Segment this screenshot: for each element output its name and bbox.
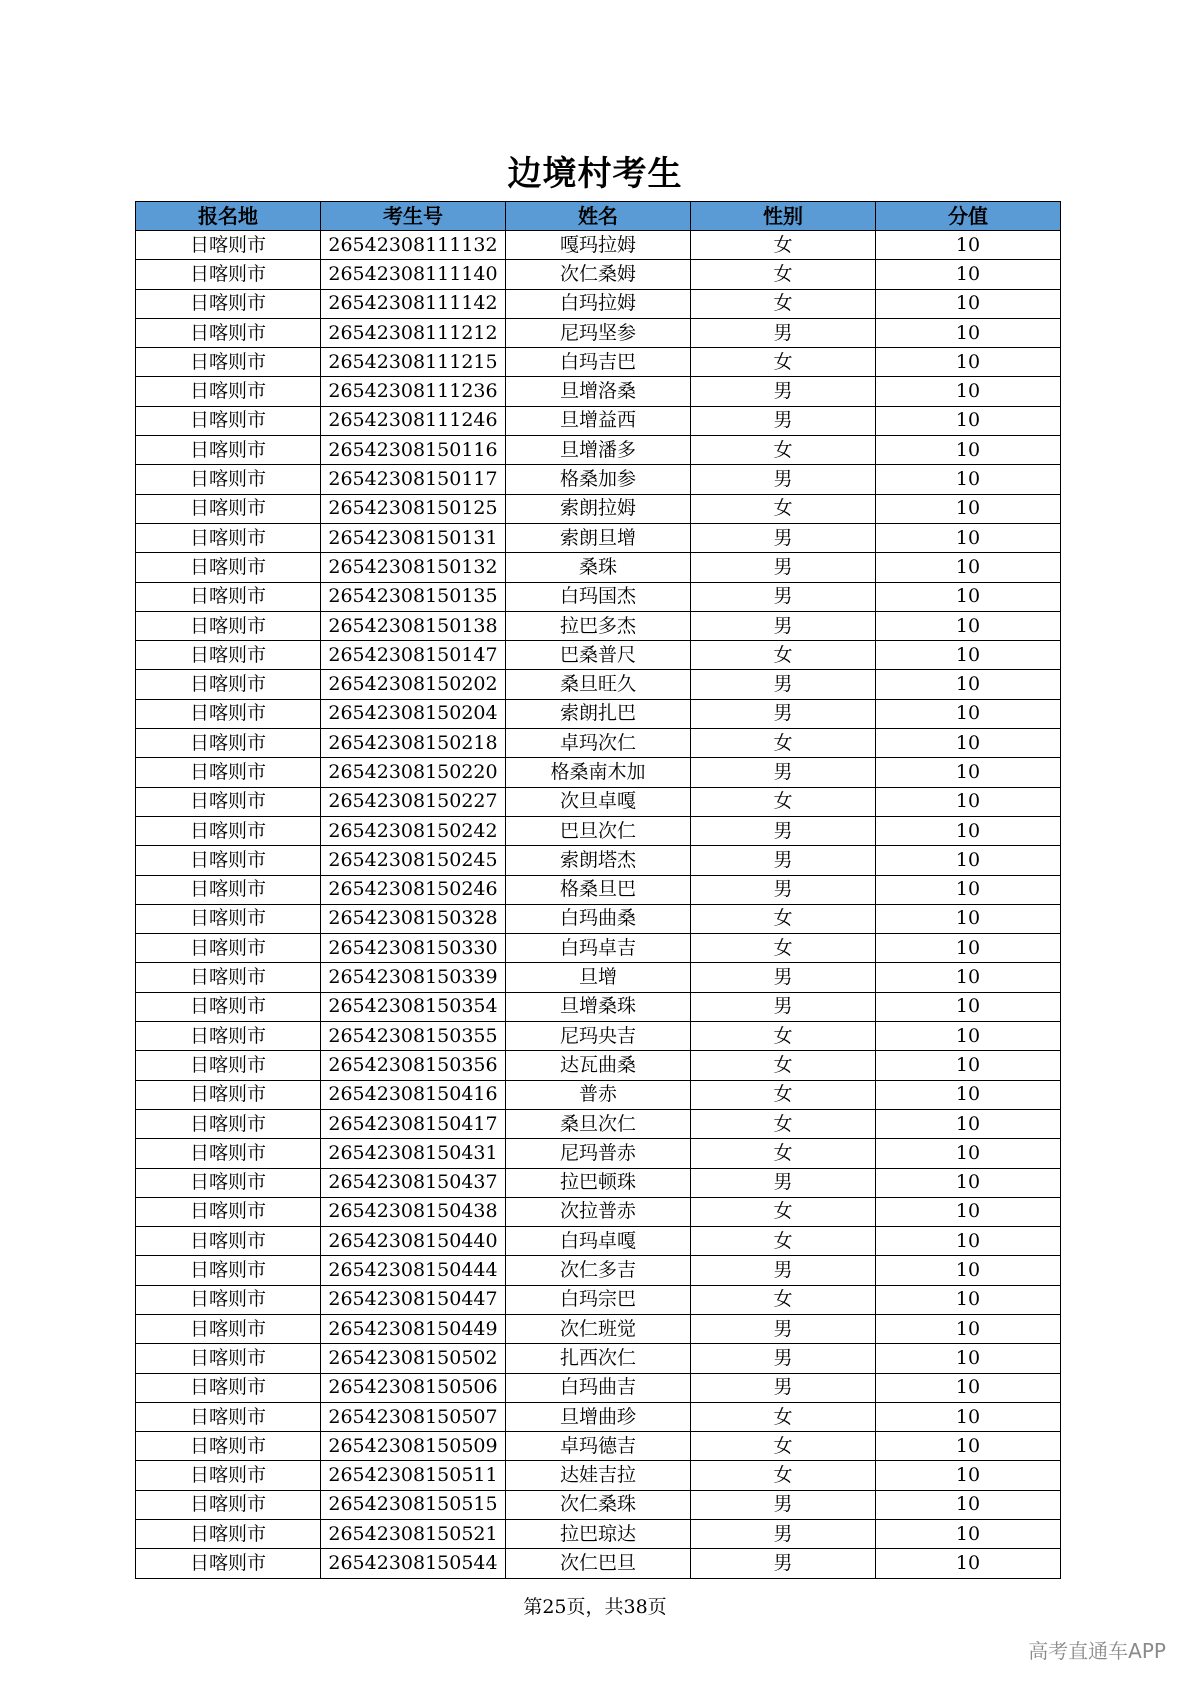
cell-candidate-number: 26542308150355 [321,1022,506,1051]
cell-candidate-number: 26542308150220 [321,758,506,787]
cell-registration-place: 日喀则市 [136,1256,321,1285]
cell-registration-place: 日喀则市 [136,1432,321,1461]
cell-name: 次仁班觉 [506,1314,691,1343]
column-header-name: 姓名 [506,202,691,231]
cell-candidate-number: 26542308111215 [321,348,506,377]
cell-score: 10 [876,1285,1061,1314]
cell-gender: 女 [691,1402,876,1431]
table-row [136,406,1061,435]
cell-score: 10 [876,875,1061,904]
cell-score: 10 [876,699,1061,728]
cell-registration-place: 日喀则市 [136,1197,321,1226]
cell-score: 10 [876,465,1061,494]
table-row [136,992,1061,1021]
cell-score: 10 [876,1051,1061,1080]
cell-name: 次仁桑珠 [506,1490,691,1519]
cell-name: 巴旦次仁 [506,816,691,845]
cell-candidate-number: 26542308150218 [321,729,506,758]
cell-gender: 女 [691,1227,876,1256]
cell-gender: 女 [691,787,876,816]
cell-score: 10 [876,992,1061,1021]
cell-gender: 女 [691,641,876,670]
table-row [136,260,1061,289]
table-row [136,816,1061,845]
cell-candidate-number: 26542308150138 [321,611,506,640]
table-row [136,1168,1061,1197]
cell-registration-place: 日喀则市 [136,875,321,904]
cell-registration-place: 日喀则市 [136,816,321,845]
cell-registration-place: 日喀则市 [136,406,321,435]
cell-gender: 女 [691,1197,876,1226]
cell-name: 旦增 [506,963,691,992]
cell-score: 10 [876,582,1061,611]
table-row [136,641,1061,670]
cell-registration-place: 日喀则市 [136,1022,321,1051]
column-header-registration-place: 报名地 [136,202,321,231]
table-row [136,1051,1061,1080]
cell-name: 白玛曲桑 [506,904,691,933]
table-row [136,758,1061,787]
cell-gender: 男 [691,846,876,875]
cell-gender: 女 [691,436,876,465]
cell-name: 格桑旦巴 [506,875,691,904]
table-row [136,1109,1061,1138]
cell-gender: 男 [691,1549,876,1578]
cell-candidate-number: 26542308150204 [321,699,506,728]
cell-registration-place: 日喀则市 [136,846,321,875]
cell-name: 索朗拉姆 [506,494,691,523]
cell-gender: 女 [691,289,876,318]
cell-registration-place: 日喀则市 [136,758,321,787]
cell-name: 旦增洛桑 [506,377,691,406]
cell-registration-place: 日喀则市 [136,553,321,582]
cell-score: 10 [876,1197,1061,1226]
cell-score: 10 [876,904,1061,933]
table-row [136,846,1061,875]
table-row [136,1256,1061,1285]
cell-score: 10 [876,670,1061,699]
cell-name: 拉巴琼达 [506,1520,691,1549]
cell-gender: 女 [691,260,876,289]
table-row [136,1022,1061,1051]
table-header-row [136,202,1061,231]
cell-name: 旦增桑珠 [506,992,691,1021]
cell-registration-place: 日喀则市 [136,523,321,552]
cell-candidate-number: 26542308150521 [321,1520,506,1549]
table-row [136,875,1061,904]
cell-score: 10 [876,289,1061,318]
cell-registration-place: 日喀则市 [136,963,321,992]
table-row [136,1520,1061,1549]
cell-name: 次仁多吉 [506,1256,691,1285]
cell-name: 卓玛次仁 [506,729,691,758]
cell-candidate-number: 26542308150444 [321,1256,506,1285]
column-header-candidate-number: 考生号 [321,202,506,231]
cell-score: 10 [876,1549,1061,1578]
cell-candidate-number: 26542308150116 [321,436,506,465]
cell-score: 10 [876,406,1061,435]
cell-score: 10 [876,553,1061,582]
table-row [136,1139,1061,1168]
cell-candidate-number: 26542308111246 [321,406,506,435]
cell-gender: 女 [691,1139,876,1168]
cell-candidate-number: 26542308150506 [321,1373,506,1402]
cell-score: 10 [876,1373,1061,1402]
cell-registration-place: 日喀则市 [136,611,321,640]
cell-gender: 男 [691,1344,876,1373]
cell-registration-place: 日喀则市 [136,1344,321,1373]
cell-name: 嘎玛拉姆 [506,231,691,260]
cell-name: 白玛卓吉 [506,934,691,963]
cell-name: 尼玛央吉 [506,1022,691,1051]
cell-registration-place: 日喀则市 [136,377,321,406]
cell-name: 索朗旦增 [506,523,691,552]
column-header-gender: 性别 [691,202,876,231]
cell-score: 10 [876,1314,1061,1343]
table-row [136,670,1061,699]
cell-registration-place: 日喀则市 [136,670,321,699]
cell-gender: 男 [691,670,876,699]
page-number: 第25页，共38页 [523,1596,667,1618]
cell-registration-place: 日喀则市 [136,231,321,260]
cell-registration-place: 日喀则市 [136,1402,321,1431]
cell-score: 10 [876,1520,1061,1549]
table-row [136,494,1061,523]
cell-score: 10 [876,1227,1061,1256]
cell-candidate-number: 26542308150502 [321,1344,506,1373]
cell-name: 拉巴顿珠 [506,1168,691,1197]
cell-gender: 男 [691,582,876,611]
cell-gender: 男 [691,699,876,728]
cell-score: 10 [876,1256,1061,1285]
cell-score: 10 [876,377,1061,406]
cell-candidate-number: 26542308150416 [321,1080,506,1109]
cell-score: 10 [876,611,1061,640]
cell-score: 10 [876,934,1061,963]
cell-score: 10 [876,436,1061,465]
watermark-logo-text: 高考直通车APP [1028,1639,1166,1663]
cell-gender: 男 [691,816,876,845]
cell-gender: 女 [691,494,876,523]
cell-candidate-number: 26542308150354 [321,992,506,1021]
cell-gender: 女 [691,231,876,260]
cell-score: 10 [876,523,1061,552]
cell-name: 次旦卓嘎 [506,787,691,816]
cell-registration-place: 日喀则市 [136,1461,321,1490]
cell-registration-place: 日喀则市 [136,1051,321,1080]
cell-candidate-number: 26542308150339 [321,963,506,992]
cell-score: 10 [876,846,1061,875]
cell-name: 白玛曲吉 [506,1373,691,1402]
cell-score: 10 [876,1168,1061,1197]
cell-candidate-number: 26542308150242 [321,816,506,845]
cell-candidate-number: 26542308150356 [321,1051,506,1080]
cell-gender: 男 [691,963,876,992]
cell-gender: 男 [691,611,876,640]
cell-candidate-number: 26542308150328 [321,904,506,933]
cell-registration-place: 日喀则市 [136,787,321,816]
cell-candidate-number: 26542308150438 [321,1197,506,1226]
cell-candidate-number: 26542308150227 [321,787,506,816]
cell-candidate-number: 26542308150246 [321,875,506,904]
table-body [136,231,1061,1579]
cell-candidate-number: 26542308150245 [321,846,506,875]
cell-name: 索朗扎巴 [506,699,691,728]
cell-gender: 男 [691,523,876,552]
cell-name: 次仁巴旦 [506,1549,691,1578]
cell-candidate-number: 26542308150117 [321,465,506,494]
cell-registration-place: 日喀则市 [136,1549,321,1578]
cell-candidate-number: 26542308111236 [321,377,506,406]
cell-score: 10 [876,1139,1061,1168]
cell-score: 10 [876,787,1061,816]
cell-gender: 男 [691,758,876,787]
cell-gender: 男 [691,875,876,904]
cell-score: 10 [876,1344,1061,1373]
cell-registration-place: 日喀则市 [136,904,321,933]
cell-name: 旦增益西 [506,406,691,435]
cell-gender: 女 [691,1432,876,1461]
cell-candidate-number: 26542308150202 [321,670,506,699]
cell-registration-place: 日喀则市 [136,1227,321,1256]
table-row [136,582,1061,611]
cell-gender: 男 [691,1168,876,1197]
cell-name: 白玛吉巴 [506,348,691,377]
cell-candidate-number: 26542308150437 [321,1168,506,1197]
cell-score: 10 [876,816,1061,845]
cell-registration-place: 日喀则市 [136,641,321,670]
table-row [136,1549,1061,1578]
cell-registration-place: 日喀则市 [136,318,321,347]
table-row [136,787,1061,816]
table-row [136,1314,1061,1343]
column-header-score: 分值 [876,202,1061,231]
table-row [136,1344,1061,1373]
cell-score: 10 [876,1402,1061,1431]
cell-score: 10 [876,1080,1061,1109]
cell-name: 桑珠 [506,553,691,582]
cell-gender: 男 [691,406,876,435]
cell-name: 格桑南木加 [506,758,691,787]
cell-candidate-number: 26542308150507 [321,1402,506,1431]
table-row [136,1373,1061,1402]
cell-gender: 男 [691,992,876,1021]
table-row [136,231,1061,260]
table-row [136,1461,1061,1490]
cell-registration-place: 日喀则市 [136,1520,321,1549]
cell-name: 次仁桑姆 [506,260,691,289]
cell-name: 旦增曲珍 [506,1402,691,1431]
cell-registration-place: 日喀则市 [136,1314,321,1343]
cell-name: 白玛卓嘎 [506,1227,691,1256]
cell-candidate-number: 26542308150440 [321,1227,506,1256]
cell-candidate-number: 26542308111140 [321,260,506,289]
cell-registration-place: 日喀则市 [136,289,321,318]
table-row [136,904,1061,933]
cell-score: 10 [876,729,1061,758]
cell-gender: 女 [691,729,876,758]
cell-score: 10 [876,494,1061,523]
cell-candidate-number: 26542308150511 [321,1461,506,1490]
cell-registration-place: 日喀则市 [136,494,321,523]
cell-gender: 女 [691,904,876,933]
table-row [136,1402,1061,1431]
cell-gender: 男 [691,1373,876,1402]
cell-name: 旦增潘多 [506,436,691,465]
cell-gender: 男 [691,1490,876,1519]
cell-gender: 男 [691,1520,876,1549]
cell-name: 尼玛普赤 [506,1139,691,1168]
cell-name: 次拉普赤 [506,1197,691,1226]
cell-gender: 男 [691,377,876,406]
cell-score: 10 [876,1432,1061,1461]
cell-gender: 女 [691,348,876,377]
cell-registration-place: 日喀则市 [136,1109,321,1138]
cell-score: 10 [876,260,1061,289]
cell-gender: 男 [691,318,876,347]
table-row [136,699,1061,728]
table-row [136,729,1061,758]
cell-candidate-number: 26542308150544 [321,1549,506,1578]
cell-score: 10 [876,963,1061,992]
cell-gender: 女 [691,1051,876,1080]
cell-registration-place: 日喀则市 [136,348,321,377]
cell-candidate-number: 26542308150135 [321,582,506,611]
cell-registration-place: 日喀则市 [136,1373,321,1402]
table-row [136,963,1061,992]
cell-registration-place: 日喀则市 [136,1285,321,1314]
cell-name: 索朗塔杰 [506,846,691,875]
cell-gender: 女 [691,1285,876,1314]
cell-candidate-number: 26542308111212 [321,318,506,347]
cell-name: 格桑加参 [506,465,691,494]
cell-registration-place: 日喀则市 [136,582,321,611]
cell-gender: 女 [691,934,876,963]
cell-candidate-number: 26542308150147 [321,641,506,670]
cell-candidate-number: 26542308150449 [321,1314,506,1343]
table-row [136,523,1061,552]
cell-registration-place: 日喀则市 [136,729,321,758]
table-row [136,1285,1061,1314]
cell-gender: 女 [691,1109,876,1138]
cell-name: 普赤 [506,1080,691,1109]
cell-name: 桑旦次仁 [506,1109,691,1138]
cell-gender: 女 [691,1022,876,1051]
cell-gender: 男 [691,553,876,582]
table-row [136,436,1061,465]
cell-candidate-number: 26542308150417 [321,1109,506,1138]
cell-candidate-number: 26542308150131 [321,523,506,552]
table-row [136,553,1061,582]
table-row [136,289,1061,318]
cell-gender: 男 [691,1256,876,1285]
cell-candidate-number: 26542308150515 [321,1490,506,1519]
cell-name: 达娃吉拉 [506,1461,691,1490]
table-row [136,1432,1061,1461]
table-row [136,934,1061,963]
cell-score: 10 [876,231,1061,260]
cell-candidate-number: 26542308150330 [321,934,506,963]
table-row [136,1197,1061,1226]
cell-candidate-number: 26542308150431 [321,1139,506,1168]
cell-name: 白玛拉姆 [506,289,691,318]
cell-registration-place: 日喀则市 [136,465,321,494]
cell-candidate-number: 26542308111132 [321,231,506,260]
table-row [136,1490,1061,1519]
cell-registration-place: 日喀则市 [136,1139,321,1168]
cell-candidate-number: 26542308150125 [321,494,506,523]
cell-gender: 女 [691,1461,876,1490]
cell-name: 达瓦曲桑 [506,1051,691,1080]
table-row [136,465,1061,494]
table-row [136,1080,1061,1109]
cell-gender: 女 [691,1080,876,1109]
cell-score: 10 [876,1109,1061,1138]
table-row [136,377,1061,406]
cell-name: 扎西次仁 [506,1344,691,1373]
cell-registration-place: 日喀则市 [136,699,321,728]
cell-gender: 男 [691,1314,876,1343]
cell-name: 白玛国杰 [506,582,691,611]
page-title: 边境村考生 [507,154,683,194]
cell-registration-place: 日喀则市 [136,1168,321,1197]
cell-name: 巴桑普尺 [506,641,691,670]
cell-gender: 男 [691,465,876,494]
cell-registration-place: 日喀则市 [136,1490,321,1519]
cell-score: 10 [876,1461,1061,1490]
table-row [136,1227,1061,1256]
cell-registration-place: 日喀则市 [136,436,321,465]
cell-registration-place: 日喀则市 [136,934,321,963]
cell-registration-place: 日喀则市 [136,992,321,1021]
cell-registration-place: 日喀则市 [136,1080,321,1109]
table-row [136,318,1061,347]
cell-score: 10 [876,641,1061,670]
cell-name: 白玛宗巴 [506,1285,691,1314]
cell-candidate-number: 26542308111142 [321,289,506,318]
cell-score: 10 [876,348,1061,377]
cell-name: 桑旦旺久 [506,670,691,699]
cell-name: 尼玛坚参 [506,318,691,347]
cell-name: 拉巴多杰 [506,611,691,640]
table-row [136,348,1061,377]
table-row [136,611,1061,640]
cell-name: 卓玛德吉 [506,1432,691,1461]
cell-score: 10 [876,1490,1061,1519]
cell-candidate-number: 26542308150132 [321,553,506,582]
candidate-table [135,201,1061,1579]
cell-candidate-number: 26542308150447 [321,1285,506,1314]
cell-score: 10 [876,1022,1061,1051]
cell-candidate-number: 26542308150509 [321,1432,506,1461]
cell-registration-place: 日喀则市 [136,260,321,289]
cell-score: 10 [876,758,1061,787]
cell-score: 10 [876,318,1061,347]
